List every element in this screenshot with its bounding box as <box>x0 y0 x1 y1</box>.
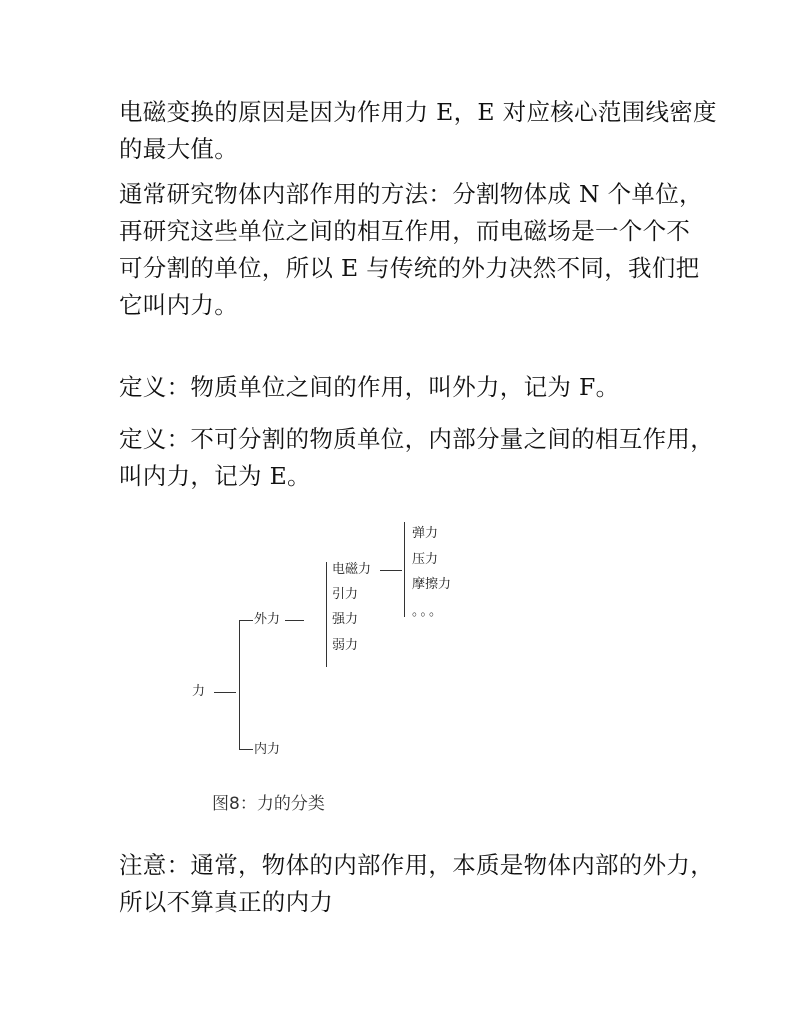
figure-caption: 图8：力的分类 <box>212 794 325 814</box>
external-children-bracket <box>326 562 327 667</box>
internal-branch-line <box>239 749 253 750</box>
em-force-label: 电磁力 <box>332 562 372 577</box>
em-connector <box>380 570 402 571</box>
trunk-line <box>239 620 240 750</box>
paragraph-note: 注意：通常，物体的内部作用，本质是物体内部的外力， 所以不算真正的内力 <box>119 851 714 916</box>
internal-force-label: 内力 <box>254 742 281 757</box>
external-connector <box>285 620 304 621</box>
friction-force-label: 摩擦力 <box>412 577 452 592</box>
pressure-force-label: 压力 <box>412 552 439 567</box>
paragraph-research-method: 通常研究物体内部作用的方法：分割物体成 N 个单位， 再研究这些单位之间的相互作用，而电磁场是一个个不 可分割的单位，所以 E 与传统的外力决然不同，我们把 它叫内力。 <box>119 180 703 319</box>
force-classification-diagram <box>180 512 480 772</box>
gravity-label: 引力 <box>332 587 359 602</box>
em-children-bracket <box>404 522 405 617</box>
external-branch-line <box>239 620 253 621</box>
root-connector <box>214 692 236 693</box>
strong-force-label: 强力 <box>332 612 359 627</box>
ellipsis-label: 。。。 <box>412 604 445 619</box>
definition-internal-force: 定义：不可分割的物质单位，内部分量之间的相互作用， 叫内力，记为 E。 <box>119 425 714 490</box>
elastic-force-label: 弹力 <box>412 526 439 541</box>
definition-external-force: 定义：物质单位之间的作用，叫外力，记为 F。 <box>119 373 620 401</box>
diagram-root-label: 力 <box>192 684 206 699</box>
paragraph-em-transform: 电磁变换的原因是因为作用力 E，E 对应核心范围线密度 的最大值。 <box>119 98 717 163</box>
external-force-label: 外力 <box>254 612 281 627</box>
weak-force-label: 弱力 <box>332 638 359 653</box>
